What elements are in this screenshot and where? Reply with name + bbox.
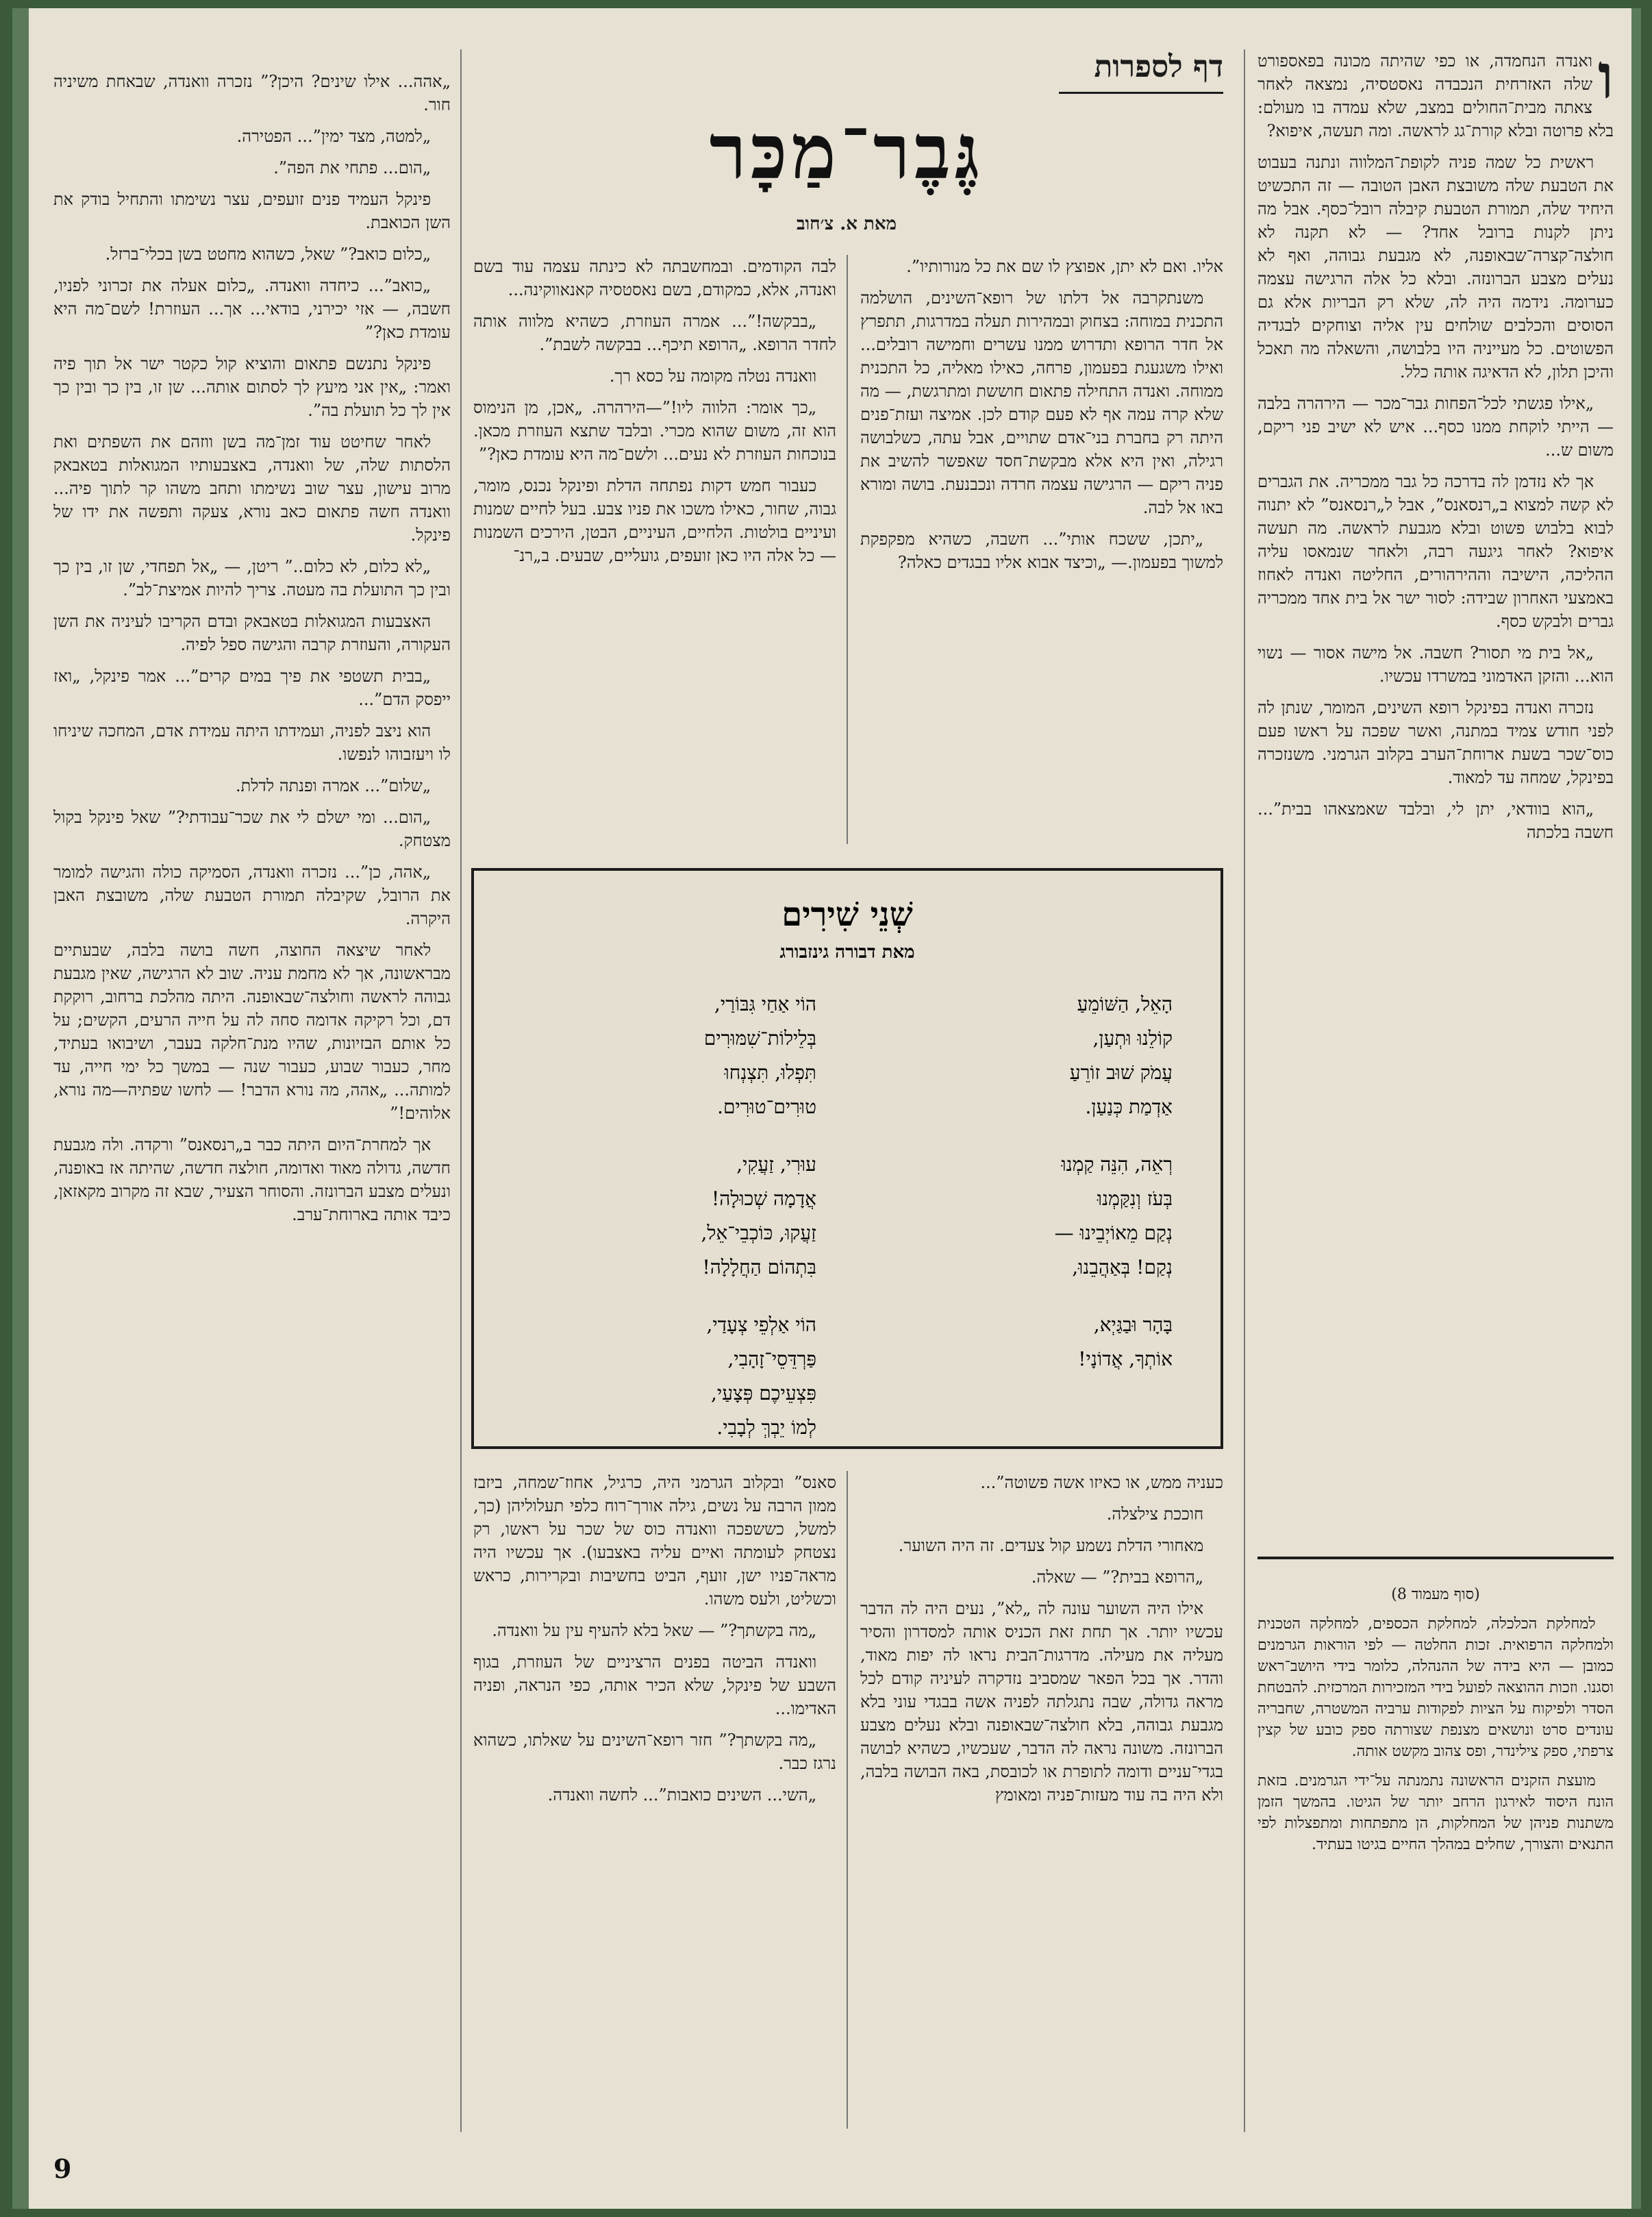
poem-right-column (885, 987, 1173, 1400)
col3-paragraph: „השי... השינים כואבות”... לחשה וואנדה. (547, 1785, 817, 1805)
poem-line: אַדְמַת כְּנַעַן. (1085, 1095, 1173, 1118)
poem-stanza (885, 1308, 1173, 1376)
section-label: דף לספרות (1094, 49, 1223, 84)
poem-line: נְקַם מֵאוֹיְבֵינוּ — (1054, 1222, 1173, 1244)
poem-title: שְׁנֵי שִׁירִים (781, 895, 913, 934)
col1-paragraph: „הוא בוודאי, יתן לי, ובלבד שאמצאהו בבית”... חשבה בלכתה (1257, 800, 1614, 842)
page-number: 9 (53, 2153, 72, 2184)
poem-line: עוּרִי, זַעֲקִי, (736, 1153, 816, 1176)
col4-paragraph: „בבית תשטפי את פיך במים קרים”... אמר פינקל, „ואז ייפסק הדם”... (53, 667, 451, 709)
story-title: גֶּבֶר־מַכָּר (709, 108, 984, 196)
col2-paragraph: „יתכן, ששכח אותי”... חשבה, כשהיא מפקפקת למשוך בפעמון.— „וכיצד אבוא אליו בבגדים כאלה? (860, 530, 1223, 572)
poem-line: בְּעֹז וְנִקַּמְנוּ (1097, 1187, 1173, 1210)
col1-paragraph: אך לא נזדמן לה בדרכה כל גבר ממכריה. את הגברים לא קשה למצוא ב„רנסאנס”, אבל ל„רנסאנס” לא יתנוה לבוא בלבוש פשוט ובלא מגבעת לראשה. מה תעשה איפוא? לאחר גיגעה רבה, ולאחר שנמאסו עליה ההליכה, הישיבה וההירהורים, החליטה ואנדה לאחוז באמצעי האחרון שבידה: לסור ישר אל בית אחד ממכריה גברים ולבקש כסף. (1257, 472, 1614, 631)
col1-paragraph: נזכרה ואנדה בפינקל רופא השינים, המומר, שנתן לה לפני חודש צמיד במתנה, ואשר שפכה על ראשו פעם כוס־שכר בשעת ארוחת־הערב בקלוב הגרמני. משנזכרה בפינקל, שמחה עד למאוד. (1257, 698, 1614, 787)
poem-line: רְאֵה, הִנֵּה קַמְנוּ (1061, 1153, 1173, 1176)
col4-paragraph: פינקל העמיד פנים זועפים, עצר נשימתו והתחיל בודק את השן הכואבת. (53, 190, 451, 232)
poem-stanza (529, 1308, 816, 1445)
col1-paragraph: למחלקת הכלכלה, למחלקת הכספים, למחלקה הטכנית ולמחלקה הרפואית. זכות החלטה — לפי הוראות הגרמנים כמובן — היא בידה של ההנהלה, כלומר בידי היושב־ראש וסגנו. וזכות ההוצאה לפועל בידי המזכירות המרכזית. להבטחת הסדר ולפיקוח על הציות לפקודות ערביה המשטרה, שחבריה עונדים סרט ונושאים מצנפת שצורתה ספק כובע של קצין צרפתי, ספק צילינדר, ופס צהוב מקשט אותה. (1257, 1615, 1614, 1760)
col2-paragraph: מאחורי הדלת נשמע קול צעדים. זה היה השוער. (898, 1536, 1204, 1555)
poem-line: לְמוֹ יֵבְךְּ לְבָבִי. (716, 1416, 816, 1439)
column-1 (1257, 40, 1614, 852)
column-rule (847, 1471, 848, 2129)
poem-line: עֲמֹק שׁוּב זוֹרֵעַ (1069, 1061, 1173, 1084)
col4-paragraph: „כואב”... כיחדה וואנדה. „כלום אעלה את זכרוני לפניו, חשבה, — אזי יכירני, בודאי... אך... העוזרת! לשם־מה היא עומדת כאן?” (53, 276, 451, 342)
col1-paragraph: „אל בית מי תסור? חשבה. אל מישה אסור — נשוי הוא... והזקן האדמוני במשרדו עכשיו. (1257, 643, 1614, 686)
col4-paragraph: פינקל נתנשם פתאום והוציא קול כקטר ישר אל תוך פיה ואמר: „אין אני מיעץ לך לסתום אותה... שן זו, בין כך ובין כך אין לך כל תועלת בה”. (53, 354, 451, 420)
poem-byline: מאת דבורה גינזבורג (779, 942, 915, 963)
col4-paragraph: „כלום כואב?” שאל, כשהוא מחטט בשן בכלי־ברזל. (105, 245, 431, 264)
col4-paragraph: „למטה, מצד ימין”... הפטירה. (236, 127, 431, 146)
col1-paragraph: מועצת הזקנים הראשונה נתמנתה על־ידי הגרמנים. בזאת הונח היסוד לאירגון הרחב יותר של הגיטו. בהמשך הזמן משתנות פניהן של המחלקות, הן מתפתחות ומתפצלות לפי התנאים והצורך, שחלים במהלך החיים בגיטו בעתיד. (1257, 1772, 1614, 1853)
col4-paragraph: האצבעות המגואלות בטאבאק ובדם הקריבו לעיניה את השן העקורה, והעוזרת קרבה והגישה ספל לפיה. (53, 612, 451, 654)
col3-paragraph: וואנדה הביטה בפנים הרציניים של העוזרת, בגוף השבע של פינקל, שלא הכיר אותה, כפי הנראה, ופניה האדימו... (473, 1652, 836, 1718)
col4-paragraph: לאחר שחיטט עוד זמן־מה בשן ווזהם את השפתים ואת הלסתות שלה, של וואנדה, באצבעותיו המגואלות בטאבאק מרוב עישון, עצר שוב נשימתו ותחב משהו קר לתוך פיה... וואנדה חשה פתאום כאב נורא, צעקה ותפשה את ידו של פינקל. (53, 432, 451, 545)
col3-paragraph: „כך אומר: הלווה ליו!”—הירהרה. „אכן, מן הנימוס הוא זה, משום שהוא מכרי. ובלבד שתצא העוזרת מכאן. בנוכחות העוזרת לא נעים... ולשם־מה היא עומדת כאן?” (473, 398, 836, 464)
col2-paragraph: משנתקרבה אל דלתו של רופא־השינים, הושלמה התכנית במוחה: בצחוק ובמהירות תעלה במדרגות, תתפרץ אל חדר הרופא ותדרוש ממנו עשרים וחמישה רובלים... ואילו משגעגת בפעמון, פרחה, כאילו מאליה, כל התכנית ממוחה. ואנדה התחילה פתאום חוששת ומתרגשת, — מה שלא קרה עמה אף לא פעם קודם לכן. אמיצה ועזת־פנים היתה רק בחברת בני־אדם שתויים, אבל עתה, כשלבושה רגילה, ואין היא אלא מבקשת־חסד שאפשר להשיב את פניה ריקם — הרגישה עצמה חרדה ונכבנעת. בושה ומורא באו אל לבה. (860, 288, 1223, 517)
column-3-lower (473, 1471, 836, 1815)
story-byline: מאת א. צ׳חוב (796, 214, 897, 234)
poem-line: קוֹלֵנוּ וּתְעַן, (1092, 1027, 1173, 1050)
poem-stanza (529, 1148, 816, 1285)
col1-paragraph: ראשית כל שמה פניה לקופת־המלווה ונתנה בעבוט את הטבעת שלה משובצת האבן הטובה — זה התכשיט היחיד שלה, תמורת הטבעת קיבלה רובל־כסף. אבל מה ניתן לקנות ברובל אחד? — לא תקנה לא חולצה־קצרה־שבאופנה, לא מגבעת גבוהה, ואף לא נעלים מצבע הברונזה. ובלא כל אלה הרגישה עצמה כערומה. נידמה היה לה, שלא רק הבריות אלא גם הסוסים והכלבים שולחים עין אליה וצוחקים לבגדיה הפשוטים. כל מעייניה היו בלבושה, והשאלה מה תאכל והיכן תלון, לא הדאיגה אותה כלל. (1257, 153, 1614, 382)
right-margin-strip (1631, 8, 1641, 2209)
col4-paragraph: „הום... ומי ישלם לי את שכר־עבודתי?” שאל פינקל בקול מצטחק. (53, 808, 451, 850)
col1-paragraph: ואנדה הנחמדה, או כפי שהיתה מכונה בפאספורט שלה האזרחית הנכבדה נאסטסיה, נמצאה לאחר צאתה מבית־החולים במצב, שלא עמדה בו מעולם: בלא פרוטה ובלא קורת־גג לראשה. ומה תעשה, איפוא? (1257, 51, 1614, 140)
drop-cap: ו (1597, 40, 1614, 113)
col4-paragraph: „אהה, כן”... נזכרה וואנדה, הסמיקה כולה והגישה למומר את הרובל, שקיבלה תמורת הטבעת שלה, משובצת האבן היקרה. (53, 863, 451, 928)
col4-paragraph: „הום... פתחי את הפה”. (273, 158, 431, 177)
poem-line: הָאֵל, הַשּׁוֹמֵעַ (1077, 993, 1173, 1015)
continuation-note: (סוף מעמוד 8) (1391, 1586, 1480, 1603)
column-rule (847, 255, 848, 844)
col2-paragraph: אילו היה השוער עונה לה „לא”, נעים היה לה הדבר עכשיו יותר. אך תחת זאת הכניס אותה למסדרון והסיר מעליה את מעילה. מדרגות־הבית נראו לה יפות מאוד, והדר. אך בכל הפאר שמסביב נזדקרה לעיניה קודם לכל מראה גדולה, שבה נתגלתה לפניה אשה בבגדי עוני בלא מגבעת גבוהה, בלא חולצה־שבאופנה ובלא נעלים מצבע הברונזה. משונה נראה לה הדבר, שעכשיו, כשהיא לבושה בגדי־עניים ודומה לתופרת או לכובסת, באה הבושה בלבה, ולא היה בה עוד מעזות־פניה ומאומץ (860, 1599, 1223, 1805)
poem-line: הוֹי אַלְפֵי צְעָדַי, (706, 1313, 816, 1336)
col2-paragraph: חוככת צילצלה. (1106, 1504, 1204, 1524)
column-2-lower (860, 1471, 1223, 1815)
left-margin-strip (12, 8, 29, 2209)
column-1-continuation (1257, 1584, 1614, 1863)
column-rule (460, 49, 462, 2132)
poem-stanza (529, 987, 816, 1124)
col4-paragraph: „לא כלום, לא כלום..” ריטן, — „אל תפחדי, שן זו, בין כך ובין כך התועלת בה מעטה. צריך להיות אמיצת־לב”. (53, 557, 451, 599)
poem-line: פִּצְעֵיכֶם פְּצָעַי, (710, 1382, 816, 1404)
column-3 (473, 255, 836, 575)
col3-paragraph: לבה הקודמים. ובמחשבתה לא כינתה עצמה עוד בשם ואנדה, אלא, כמקודם, בשם נאסטסיה קאנאווקינה... (473, 257, 836, 299)
poem-left-column (529, 987, 816, 1468)
col2-paragraph: אליו. ואם לא יתן, אפוצץ לו שם את כל מנורותיו”. (906, 257, 1223, 276)
col4-paragraph: אך למחרת־היום היתה כבר ב„רנסאנס” ורקדה. ולה מגבעת חדשה, גדולה מאוד ואדומה, חולצה חדשה, שהיתה אז באופנה, ונעלים מצבע הברונזה. והסוחר הצעיר, שבא זה מקרוב מקאזאן, כיבד אותה בארוחת־ערב. (53, 1135, 451, 1224)
column-rule (1244, 49, 1245, 2132)
poem-line: אֲדָמָה שְׁכוּלָה! (711, 1187, 816, 1210)
col4-paragraph: הוא ניצב לפניה, ועמידתו היתה עמידת אדם, המחכה שיניחו לו ויעזבוהו לנפשו. (53, 721, 451, 764)
poem-line: בָּהָר וּבַגַּיְא, (1093, 1313, 1173, 1336)
poem-stanza (885, 1148, 1173, 1285)
col1-paragraph: „אילו פגשתי לכל־הפחות גבר־מכר — הירהרה בלבה — הייתי לוקחת ממנו כסף... איש לא ישיב פני ריקם, משום ש... (1257, 394, 1614, 460)
col2-paragraph: „הרופא בבית?” — שאלה. (1031, 1568, 1204, 1587)
newspaper-page (12, 8, 1641, 2209)
col3-paragraph: סאנס” ובקלוב הגרמני היה, כרגיל, אחוז־שמחה, ביזבז ממון הרבה על נשים, גילה אורך־רוח כלפי תעלוליהן (כך, למשל, כששפכה וואנדה כוס של שכר על ראשו, רק נצטחק לעומתה ואיים עליה באצבעו). אך עכשיו היה מראה־פניו ישן, זועף, הביט בחשיבות ובקרירות, כראש וכשליט, ולעס משהו. (473, 1473, 836, 1609)
col4-paragraph: „שלום”... אמרה ופנתה לדלת. (235, 776, 431, 795)
col3-paragraph: כעבור חמש דקות נפתחה הדלת ופינקל נכנס, מומר, גבוה, שחור, כאילו משכו את פניו צבע. בעל לחיים שמנות ועיניים בולטות. הלחיים, העיניים, הבטן, הירכים השמנות — כל אלה היו כאן זועפים, גועליים, שבעים. ב„רנ־ (473, 476, 836, 565)
poem-line: אוֹתְךָ, אֲדוֹנָי! (1078, 1348, 1173, 1370)
poem-line: פַּרְדֵּסֵי־זָהָבִי, (727, 1348, 816, 1370)
poem-line: תִּפְלוּ, תִּצְנְחוּ (724, 1061, 816, 1084)
poem-line: טוּרִים־טוּרִים. (717, 1095, 816, 1118)
col3-paragraph: וואנדה נטלה מקומה על כסא רך. (609, 367, 817, 386)
col3-paragraph: „מה בקשתך?” — שאל בלא להעיף עין על וואנדה. (492, 1621, 817, 1640)
poem-line: זַעֲקוּ, כּוֹכְבֵי־אֵל, (701, 1222, 816, 1244)
poem-line: הוֹי אַחַי גִּבּוֹרַי, (714, 993, 816, 1015)
col4-paragraph: „אהה... אילו שינים? היכן?” נזכרה וואנדה, שבאחת משיניה חור. (53, 72, 451, 114)
col2-paragraph: כעניה ממש, או כאיזו אשה פשוטה”... (980, 1473, 1223, 1492)
column-2 (860, 255, 1223, 582)
col4-paragraph: לאחר שיצאה החוצה, חשה בושה בלבה, שבעתיים מבראשונה, אך לא מחמת עניה. שוב לא הרגישה, שאין מגבעת גבוהה לראשה וחולצה־שבאופנה. היתה מהלכת ברחוב, רוקקת דם, וכל רקיקה אדומה סחה לה על חייה הרעים, הקשים; על כל אותם הבזיונות, שהיו מנת־חלקה בעבר, ושיבואו בעתיד, מחר, כעבור שבוע, כעבור שנה — במשך כל ימי חייה, עד למותה... „אהה, מה נורא הדבר! — לחשו שפתיה—מה נורא, אלוהים!” (53, 941, 451, 1123)
poem-stanza (885, 987, 1173, 1124)
col3-paragraph: „מה בקשתך?” חזר רופא־השינים על שאלתו, כשהוא נרגז כבר. (473, 1731, 836, 1773)
poem-box (471, 868, 1223, 1449)
poem-line: בִּתְהוֹם הַחֲלָלָה! (702, 1256, 816, 1278)
col3-paragraph: „בבקשה!”... אמרה העוזרת, כשהיא מלווה אותה לחדר הרופא. „הרופא תיכף... בבקשה לשבת”. (473, 312, 836, 354)
poem-line: בְּלֵילוֹת־שִׁמּוּרִים (703, 1027, 816, 1050)
column-4 (53, 70, 451, 1235)
column-divider-rule (1257, 1557, 1614, 1559)
poem-line: נְקַם! בְּאַהֲבֵנוּ, (1072, 1256, 1173, 1278)
section-label-underline (1059, 92, 1223, 94)
